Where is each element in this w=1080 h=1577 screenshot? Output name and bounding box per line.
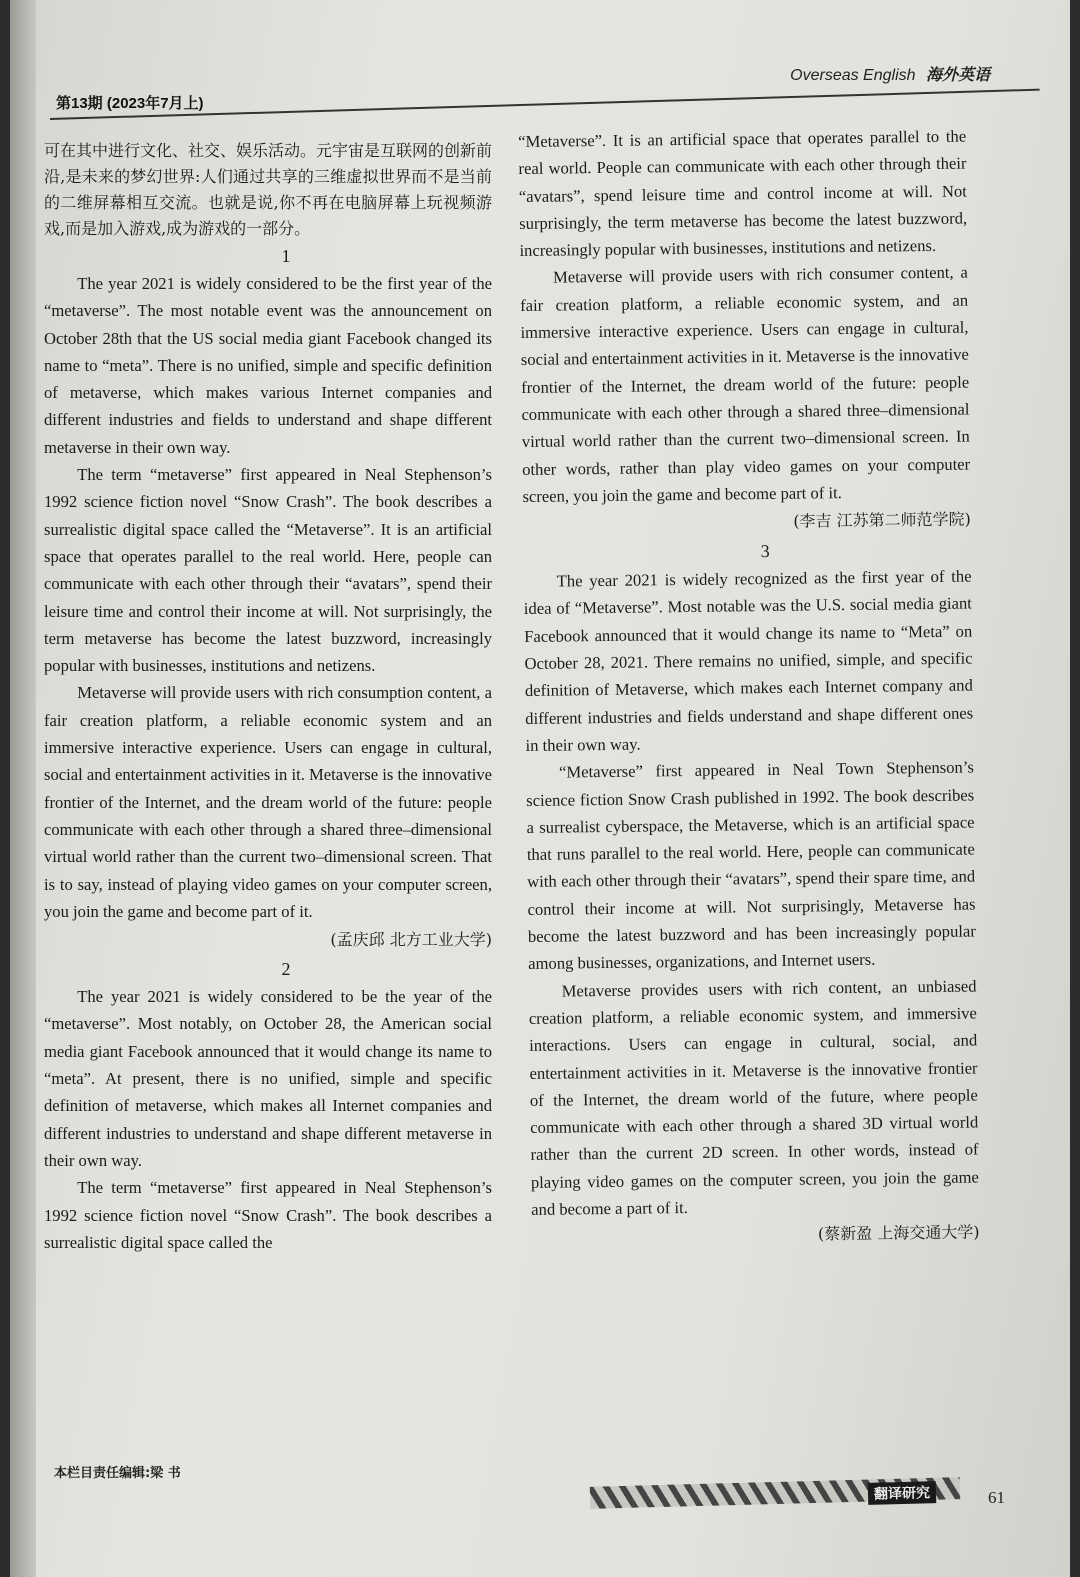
section-number-3: 3	[760, 541, 770, 562]
left-column	[44, 138, 492, 1256]
paragraph: The year 2021 is widely considered to be the first year of the “metaverse”. The most notable event was the announcement on October 28th that the US social media giant Facebook changed its name to “meta”. There is no unified, simple and specific definition of metaverse, which makes various Internet companies and different industries and fields to understand and shape different metaverse in their own way.	[44, 274, 492, 457]
section-number-2: 2	[281, 959, 291, 980]
paragraph: Metaverse will provide users with rich consumer content, a fair creation platform, a reliable economic system, and an immersive interactive experience. Users can engage in cultural, social and entertainment activities in it. Metaverse is the innovative frontier of the Internet, the dream world of the future: people communicate with each other through a shared three–dimensional virtual world rather than the current two–dimensional screen. In other words, rather than play video games on your computer screen, you join the game and become part of it.	[520, 263, 971, 506]
paragraph: “Metaverse” first appeared in Neal Town Stephenson’s science fiction Snow Crash published in 1992. The book describes a surrealist cyberspace, the Metaverse, which is an artificial space that runs parallel to the real world. Here, people can communicate with each other through their “avatars”, spend their spare time, and control their income at will. Not surprisingly, Metaverse has become the latest buzzword and has been increasingly popular among businesses, organizations, and Internet users.	[526, 757, 976, 974]
page-number: 61	[988, 1488, 1005, 1507]
paragraph: The term “metaverse” first appeared in Neal Stephenson’s 1992 science fiction novel “Snow Crash”. The book describes a surrealistic digital space called the	[44, 1178, 492, 1252]
paragraph: The year 2021 is widely recognized as the first year of the idea of “Metaverse”. Most notable was the U.S. social media giant Facebook announced that it would change its name to “Meta” on October 28, 2021. There remains no unified, simple, and specific definition of Metaverse, which makes each Internet company and different industries and fields understand and shape different ones in their own way.	[523, 566, 974, 755]
journal-title-en: Overseas English	[790, 67, 916, 84]
paragraph: The year 2021 is widely considered to be the year of the “metaverse”. Most notably, on October 28, the American social media giant Facebook announced that it would change its name to “meta”. At present, there is no unified, simple and specific definition of metaverse, which makes all Internet companies and different industries to understand and shape different metaverse in their own way.	[44, 987, 492, 1170]
right-column	[518, 123, 980, 1254]
journal-page	[10, 0, 1070, 1577]
paragraph: The term “metaverse” first appeared in Neal Stephenson’s 1992 science fiction novel “Snow Crash”. The book describes a surrealistic digital space called the “Metaverse”. It is an artificial space that operates parallel to the real world. Here, people can communicate with each other through their “avatars”, spend their leisure time and control their income at will. Not surprisingly, the term metaverse has become the latest buzzword, increasingly popular with businesses, institutions and netizens.	[44, 465, 492, 676]
page-binding-edge	[10, 0, 36, 1577]
section-number-1: 1	[281, 246, 291, 266]
translator-signature: (孟庆邱 北方工业大学)	[330, 930, 492, 950]
paragraph: Metaverse will provide users with rich consumption content, a fair creation platform, a reliable economic system and an immersive interactive experience. Users can engage in cultural, social and entertainment activities in it. Metaverse is the innovative frontier of the Internet, and the dream world of the future: people communicate with each other through a shared three–dimensional virtual world rather than the current two–dimensional screen. That is to say, instead of playing video games on your computer screen, you join the game and become part of it.	[44, 683, 492, 921]
section-badge: 翻译研究	[868, 1481, 937, 1505]
translator-signature: (李吉 江苏第二师范学院)	[793, 509, 971, 531]
journal-title-cn: 海外英语	[925, 67, 990, 84]
journal-header	[790, 62, 990, 85]
paragraph-continued: “Metaverse”. It is an artificial space that operates parallel to the real world. People can communicate with each other through their “avatars”, spend leisure time and control income at will. Not surprisingly, the term metaverse has become the latest buzzword, increasingly popular with businesses, institutions and netizens.	[518, 126, 968, 261]
translator-signature: (蔡新盈 上海交通大学)	[817, 1222, 980, 1244]
column-editor: 本栏目责任编辑:梁 书	[54, 1466, 181, 1481]
paragraph: Metaverse provides users with rich content, an unbiased creation platform, a reliable economic system, and immersive interactions. Users can engage in cultural, social, and entertainment activities in it. Metaverse is the innovative frontier of the Internet, the dream world of the future, where people communicate with each other through a shared 3D virtual world rather than the current 2D screen. In other words, instead of playing video games on the computer screen, you join the game and become a part of it.	[528, 976, 979, 1219]
issue-label: 第13期 (2023年7月上)	[56, 95, 204, 112]
chinese-paragraph: 可在其中进行文化、社交、娱乐活动。元宇宙是互联网的创新前沿,是未来的梦幻世界:人们通过共享的三维虚拟世界而不是当前的二维屏幕相互交流。也就是说,你不再在电脑屏幕上玩视频游戏,而是加入游戏,成为游戏的一部分。	[44, 141, 493, 238]
